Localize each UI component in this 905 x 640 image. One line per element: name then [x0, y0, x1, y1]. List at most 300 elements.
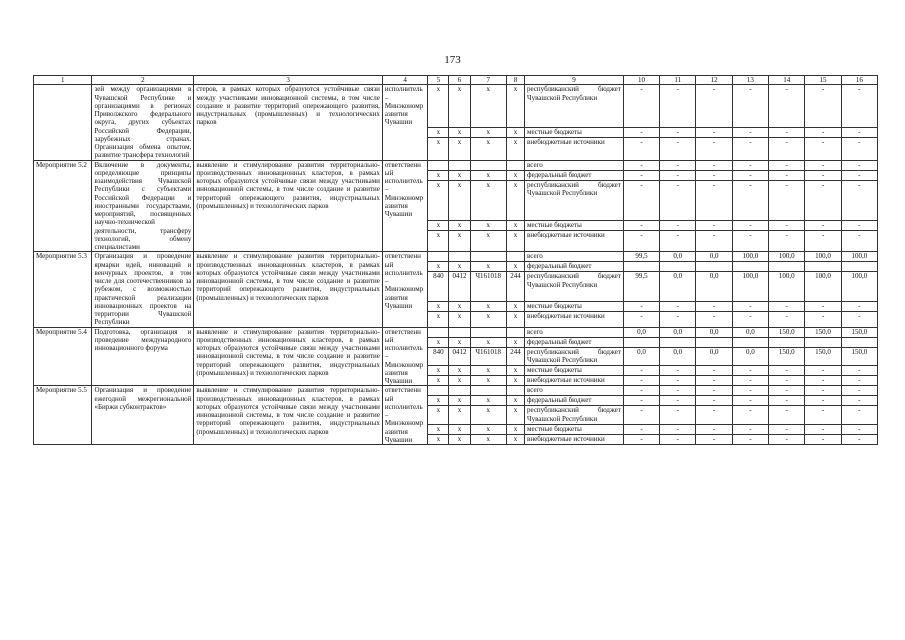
year-value: - [660, 396, 696, 406]
measure-id: Мероприятие 5.4 [34, 327, 92, 386]
year-value: - [696, 435, 732, 445]
header-cell: 10 [623, 76, 659, 85]
year-value: - [732, 301, 768, 311]
funding-source: республиканский бюджет Чувашской Республики [525, 180, 624, 220]
grbs-code: 840 [428, 272, 449, 302]
expense-type-code: x [506, 311, 524, 327]
year-value: 0,0 [696, 327, 732, 337]
grbs-code: x [428, 137, 449, 160]
year-value: 100,0 [841, 272, 877, 302]
expense-type-code [506, 327, 524, 337]
funding-source: республиканский бюджет Чувашской Республики [525, 406, 624, 425]
year-value: - [696, 396, 732, 406]
grbs-code [428, 160, 449, 170]
year-value: 150,0 [841, 347, 877, 366]
year-value: - [623, 386, 659, 396]
year-value: - [623, 180, 659, 220]
year-value: - [660, 366, 696, 376]
measure-id [34, 85, 92, 160]
year-value: - [696, 311, 732, 327]
grbs-code [428, 327, 449, 337]
funding-source: республиканский бюджет Чувашской Республики [525, 272, 624, 302]
year-value: - [841, 425, 877, 435]
year-value: 99,5 [623, 252, 659, 262]
target-article-code: Ч161018 [470, 272, 506, 302]
funding-source: местные бюджеты [525, 425, 624, 435]
year-value: - [769, 230, 805, 251]
expense-type-code: x [506, 425, 524, 435]
year-value: - [805, 396, 841, 406]
year-value: - [841, 230, 877, 251]
year-value: 100,0 [769, 272, 805, 302]
header-cell: 9 [525, 76, 624, 85]
section-code: x [449, 406, 470, 425]
budget-table [33, 75, 878, 445]
funding-source: внебюджетные источники [525, 137, 624, 160]
measure-description: выявление и стимулирование развития территориально-производственных инновационных кластеров, в рамках которых образуются устойчивые связи между участниками инновационной системы, в том числе создание и развитие территорий опережающего развития, индустриальных (промышленных) и технологических парков [194, 160, 383, 252]
expense-type-code: x [506, 220, 524, 230]
funding-source: всего [525, 386, 624, 396]
year-value: - [769, 376, 805, 386]
year-value: - [841, 180, 877, 220]
year-value [805, 262, 841, 272]
year-value: - [841, 301, 877, 311]
measure-description: выявление и стимулирование развития территориально-производственных инновационных кластеров, в рамках которых образуются устойчивые связи между участниками инновационной системы, в том числе создание и развитие территорий опережающего развития, индустриальных (промышленных) и технологических парков [194, 327, 383, 386]
section-code: x [449, 396, 470, 406]
section-code [449, 160, 470, 170]
year-value: - [841, 435, 877, 445]
year-value: - [805, 301, 841, 311]
header-cell: 6 [449, 76, 470, 85]
year-value: - [732, 85, 768, 128]
year-value: - [660, 406, 696, 425]
expense-type-code: x [506, 301, 524, 311]
expense-type-code: x [506, 230, 524, 251]
funding-source: местные бюджеты [525, 220, 624, 230]
year-value: - [696, 386, 732, 396]
measure-executor: ответственный исполнитель – Минэкономразвития Чувашии [382, 160, 427, 252]
year-value: - [623, 85, 659, 128]
funding-source: федеральный бюджет [525, 170, 624, 180]
target-article-code: x [470, 311, 506, 327]
year-value: - [696, 180, 732, 220]
year-value: - [732, 311, 768, 327]
grbs-code: x [428, 301, 449, 311]
year-value: - [841, 220, 877, 230]
year-value: - [769, 435, 805, 445]
funding-source: внебюджетные источники [525, 376, 624, 386]
header-cell: 7 [470, 76, 506, 85]
section-code: x [449, 376, 470, 386]
grbs-code: x [428, 220, 449, 230]
target-article-code: x [470, 406, 506, 425]
header-cell: 13 [732, 76, 768, 85]
header-cell: 5 [428, 76, 449, 85]
year-value: - [769, 406, 805, 425]
measure-name: Организация и проведение ярмарки идей, инноваций и венчурных проектов, в том числе для соотечественников за рубежом, с возможностью практической реализации инновационных проектов на территории Чувашской Республики [92, 252, 194, 327]
measure-description: выявление и стимулирование развития территориально-производственных инновационных кластеров, в рамках которых образуются устойчивые связи между участниками инновационной системы, в том числе создание и развитие территорий опережающего развития, индустриальных (промышленных) и технологических парков [194, 252, 383, 327]
section-code [449, 327, 470, 337]
year-value: - [769, 170, 805, 180]
year-value: - [696, 160, 732, 170]
target-article-code: x [470, 230, 506, 251]
target-article-code: x [470, 301, 506, 311]
expense-type-code: 244 [506, 347, 524, 366]
target-article-code: x [470, 425, 506, 435]
year-value: - [660, 127, 696, 137]
expense-type-code: x [506, 366, 524, 376]
grbs-code: x [428, 425, 449, 435]
target-article-code: x [470, 337, 506, 347]
year-value: - [805, 425, 841, 435]
year-value: - [660, 435, 696, 445]
year-value: - [732, 170, 768, 180]
year-value: - [841, 396, 877, 406]
grbs-code: x [428, 311, 449, 327]
year-value: - [696, 376, 732, 386]
year-value [623, 337, 659, 347]
year-value: - [769, 396, 805, 406]
year-value: 100,0 [769, 252, 805, 262]
funding-source: внебюджетные источники [525, 311, 624, 327]
target-article-code: x [470, 396, 506, 406]
year-value: - [841, 137, 877, 160]
year-value: - [696, 230, 732, 251]
funding-source: местные бюджеты [525, 301, 624, 311]
year-value: - [696, 366, 732, 376]
expense-type-code: x [506, 180, 524, 220]
expense-type-code: x [506, 262, 524, 272]
section-code: x [449, 230, 470, 251]
year-value: - [696, 170, 732, 180]
expense-type-code: x [506, 396, 524, 406]
year-value: - [841, 160, 877, 170]
measure-executor: ответственный исполнитель – Минэкономразвития Чувашии [382, 386, 427, 445]
year-value: - [805, 137, 841, 160]
header-cell: 1 [34, 76, 92, 85]
year-value: - [732, 127, 768, 137]
funding-source: республиканский бюджет Чувашской Республики [525, 347, 624, 366]
target-article-code [470, 386, 506, 396]
year-value [805, 337, 841, 347]
year-value: - [623, 425, 659, 435]
year-value: 0,0 [732, 347, 768, 366]
year-value [769, 262, 805, 272]
expense-type-code: x [506, 127, 524, 137]
target-article-code: x [470, 170, 506, 180]
year-value: - [732, 386, 768, 396]
section-code: x [449, 435, 470, 445]
expense-type-code: x [506, 137, 524, 160]
year-value: - [841, 366, 877, 376]
header-cell: 16 [841, 76, 877, 85]
grbs-code: x [428, 230, 449, 251]
year-value: - [769, 85, 805, 128]
measure-id: Мероприятие 5.2 [34, 160, 92, 252]
year-value: - [660, 230, 696, 251]
year-value: - [696, 425, 732, 435]
year-value: - [769, 425, 805, 435]
year-value [732, 337, 768, 347]
section-code [449, 386, 470, 396]
section-code: x [449, 425, 470, 435]
table-row [34, 327, 878, 337]
year-value: - [769, 137, 805, 160]
year-value: - [841, 85, 877, 128]
year-value: - [805, 170, 841, 180]
year-value: - [805, 220, 841, 230]
year-value [696, 262, 732, 272]
grbs-code: 840 [428, 347, 449, 366]
funding-source: внебюджетные источники [525, 230, 624, 251]
year-value: - [805, 376, 841, 386]
year-value: - [660, 85, 696, 128]
year-value: 0,0 [732, 327, 768, 337]
funding-source: федеральный бюджет [525, 262, 624, 272]
year-value: - [769, 127, 805, 137]
section-code: x [449, 137, 470, 160]
year-value [841, 262, 877, 272]
grbs-code: x [428, 435, 449, 445]
funding-source: всего [525, 252, 624, 262]
year-value: - [769, 180, 805, 220]
year-value: 0,0 [696, 347, 732, 366]
target-article-code: x [470, 180, 506, 220]
year-value [841, 337, 877, 347]
measure-name: Организация и проведение ежегодной межрегиональной «Биржи субконтрактов» [92, 386, 194, 445]
grbs-code: x [428, 376, 449, 386]
year-value: 0,0 [660, 347, 696, 366]
measure-executor: ответственный исполнитель – Минэкономразвития Чувашии [382, 252, 427, 327]
expense-type-code [506, 386, 524, 396]
header-cell: 11 [660, 76, 696, 85]
header-cell: 12 [696, 76, 732, 85]
measure-name: Включение в документы, определяющие принципы взаимодействия Чувашской Республики с субъектами Российской Федерации и иностранными государствами, мероприятий, посвященных научно-технической деятельности, трансферу технологий, обмену специалистами [92, 160, 194, 252]
grbs-code: x [428, 170, 449, 180]
section-code: x [449, 337, 470, 347]
year-value: - [623, 396, 659, 406]
target-article-code: x [470, 435, 506, 445]
header-cell: 4 [382, 76, 427, 85]
table-row [34, 160, 878, 170]
year-value: - [623, 127, 659, 137]
year-value: - [660, 160, 696, 170]
year-value: - [805, 386, 841, 396]
year-value: - [623, 160, 659, 170]
year-value: - [732, 376, 768, 386]
year-value: 100,0 [732, 272, 768, 302]
measure-description: выявление и стимулирование развития территориально-производственных инновационных кластеров, в рамках которых образуются устойчивые связи между участниками инновационной системы, в том числе создание и развитие территорий опережающего развития, индустриальных (промышленных) и технологических парков [194, 386, 383, 445]
target-article-code: x [470, 366, 506, 376]
grbs-code: x [428, 396, 449, 406]
expense-type-code: x [506, 170, 524, 180]
measure-id: Мероприятие 5.5 [34, 386, 92, 445]
grbs-code: x [428, 180, 449, 220]
year-value: - [623, 230, 659, 251]
expense-type-code [506, 252, 524, 262]
year-value: 150,0 [841, 327, 877, 337]
grbs-code [428, 386, 449, 396]
year-value: - [660, 425, 696, 435]
funding-source: местные бюджеты [525, 366, 624, 376]
year-value: - [660, 311, 696, 327]
year-value: - [623, 137, 659, 160]
year-value: 150,0 [805, 327, 841, 337]
header-cell: 2 [92, 76, 194, 85]
table-row [34, 386, 878, 396]
year-value: - [732, 396, 768, 406]
year-value [660, 337, 696, 347]
year-value: - [732, 180, 768, 220]
year-value: - [623, 220, 659, 230]
year-value: - [769, 160, 805, 170]
year-value: - [660, 137, 696, 160]
target-article-code: x [470, 137, 506, 160]
year-value [732, 262, 768, 272]
year-value: 100,0 [732, 252, 768, 262]
grbs-code: x [428, 406, 449, 425]
year-value: - [805, 160, 841, 170]
grbs-code [428, 252, 449, 262]
funding-source: внебюджетные источники [525, 435, 624, 445]
year-value: 0,0 [696, 252, 732, 262]
table-row [34, 252, 878, 262]
year-value [660, 262, 696, 272]
year-value: - [696, 137, 732, 160]
year-value: - [732, 230, 768, 251]
grbs-code: x [428, 262, 449, 272]
page-number: 173 [444, 54, 461, 66]
year-value: - [805, 406, 841, 425]
section-code: 0412 [449, 272, 470, 302]
year-value: - [732, 220, 768, 230]
section-code [449, 252, 470, 262]
year-value: - [732, 137, 768, 160]
year-value: - [696, 220, 732, 230]
funding-source: республиканский бюджет Чувашской Республики [525, 85, 624, 128]
year-value: - [623, 311, 659, 327]
year-value: 100,0 [805, 272, 841, 302]
measure-name: Подготовка, организация и проведение международного инновационного форума [92, 327, 194, 386]
year-value: - [769, 386, 805, 396]
year-value [769, 337, 805, 347]
year-value: - [660, 220, 696, 230]
target-article-code: x [470, 262, 506, 272]
year-value: - [660, 180, 696, 220]
year-value: - [623, 170, 659, 180]
year-value: 0,0 [660, 272, 696, 302]
expense-type-code [506, 160, 524, 170]
year-value: - [660, 170, 696, 180]
year-value: - [660, 301, 696, 311]
year-value: 0,0 [660, 252, 696, 262]
header-cell: 3 [194, 76, 383, 85]
year-value [696, 337, 732, 347]
year-value: - [805, 127, 841, 137]
section-code: x [449, 301, 470, 311]
year-value: - [805, 85, 841, 128]
year-value: 0,0 [696, 272, 732, 302]
year-value: 150,0 [769, 327, 805, 337]
expense-type-code: x [506, 406, 524, 425]
year-value: - [696, 406, 732, 425]
year-value: - [623, 406, 659, 425]
year-value: - [805, 435, 841, 445]
year-value: - [769, 220, 805, 230]
header-row [34, 76, 878, 85]
target-article-code [470, 160, 506, 170]
year-value: - [696, 85, 732, 128]
year-value: - [732, 160, 768, 170]
header-cell: 14 [769, 76, 805, 85]
year-value: 150,0 [805, 347, 841, 366]
target-article-code: Ч161018 [470, 347, 506, 366]
funding-source: местные бюджеты [525, 127, 624, 137]
funding-source: федеральный бюджет [525, 396, 624, 406]
grbs-code: x [428, 127, 449, 137]
section-code: x [449, 262, 470, 272]
target-article-code [470, 252, 506, 262]
year-value: - [805, 230, 841, 251]
grbs-code: x [428, 366, 449, 376]
section-code: x [449, 180, 470, 220]
year-value: - [841, 127, 877, 137]
grbs-code: x [428, 337, 449, 347]
table-row [34, 85, 878, 128]
year-value: - [769, 366, 805, 376]
year-value: - [841, 376, 877, 386]
year-value: - [732, 366, 768, 376]
year-value: - [623, 301, 659, 311]
target-article-code: x [470, 127, 506, 137]
section-code: x [449, 127, 470, 137]
expense-type-code: x [506, 337, 524, 347]
target-article-code: x [470, 376, 506, 386]
year-value: 0,0 [623, 347, 659, 366]
target-article-code [470, 327, 506, 337]
measure-id: Мероприятие 5.3 [34, 252, 92, 327]
year-value: - [805, 311, 841, 327]
section-code: 0412 [449, 347, 470, 366]
header-cell: 15 [805, 76, 841, 85]
year-value: 0,0 [623, 327, 659, 337]
measure-name: зей между организациями в Чувашской Республике и организациями в регионах Приволжского федерального округа, других субъектах Российской Федерации, зарубежных странах. Организация обмена опытом, развитие трансфера технологий [92, 85, 194, 160]
section-code: x [449, 311, 470, 327]
target-article-code: x [470, 85, 506, 128]
measure-executor: ответственный исполнитель – Минэкономразвития Чувашии [382, 327, 427, 386]
year-value: - [769, 301, 805, 311]
year-value: - [660, 386, 696, 396]
year-value: - [660, 376, 696, 386]
funding-source: всего [525, 160, 624, 170]
expense-type-code: x [506, 376, 524, 386]
year-value: - [696, 127, 732, 137]
header-cell: 8 [506, 76, 524, 85]
year-value: - [732, 425, 768, 435]
year-value: - [841, 311, 877, 327]
year-value: 99,5 [623, 272, 659, 302]
year-value: - [732, 435, 768, 445]
year-value: - [696, 301, 732, 311]
funding-source: всего [525, 327, 624, 337]
section-code: x [449, 85, 470, 128]
year-value: - [805, 180, 841, 220]
target-article-code: x [470, 220, 506, 230]
year-value: 0,0 [660, 327, 696, 337]
expense-type-code: x [506, 85, 524, 128]
year-value: 100,0 [841, 252, 877, 262]
year-value: - [732, 406, 768, 425]
